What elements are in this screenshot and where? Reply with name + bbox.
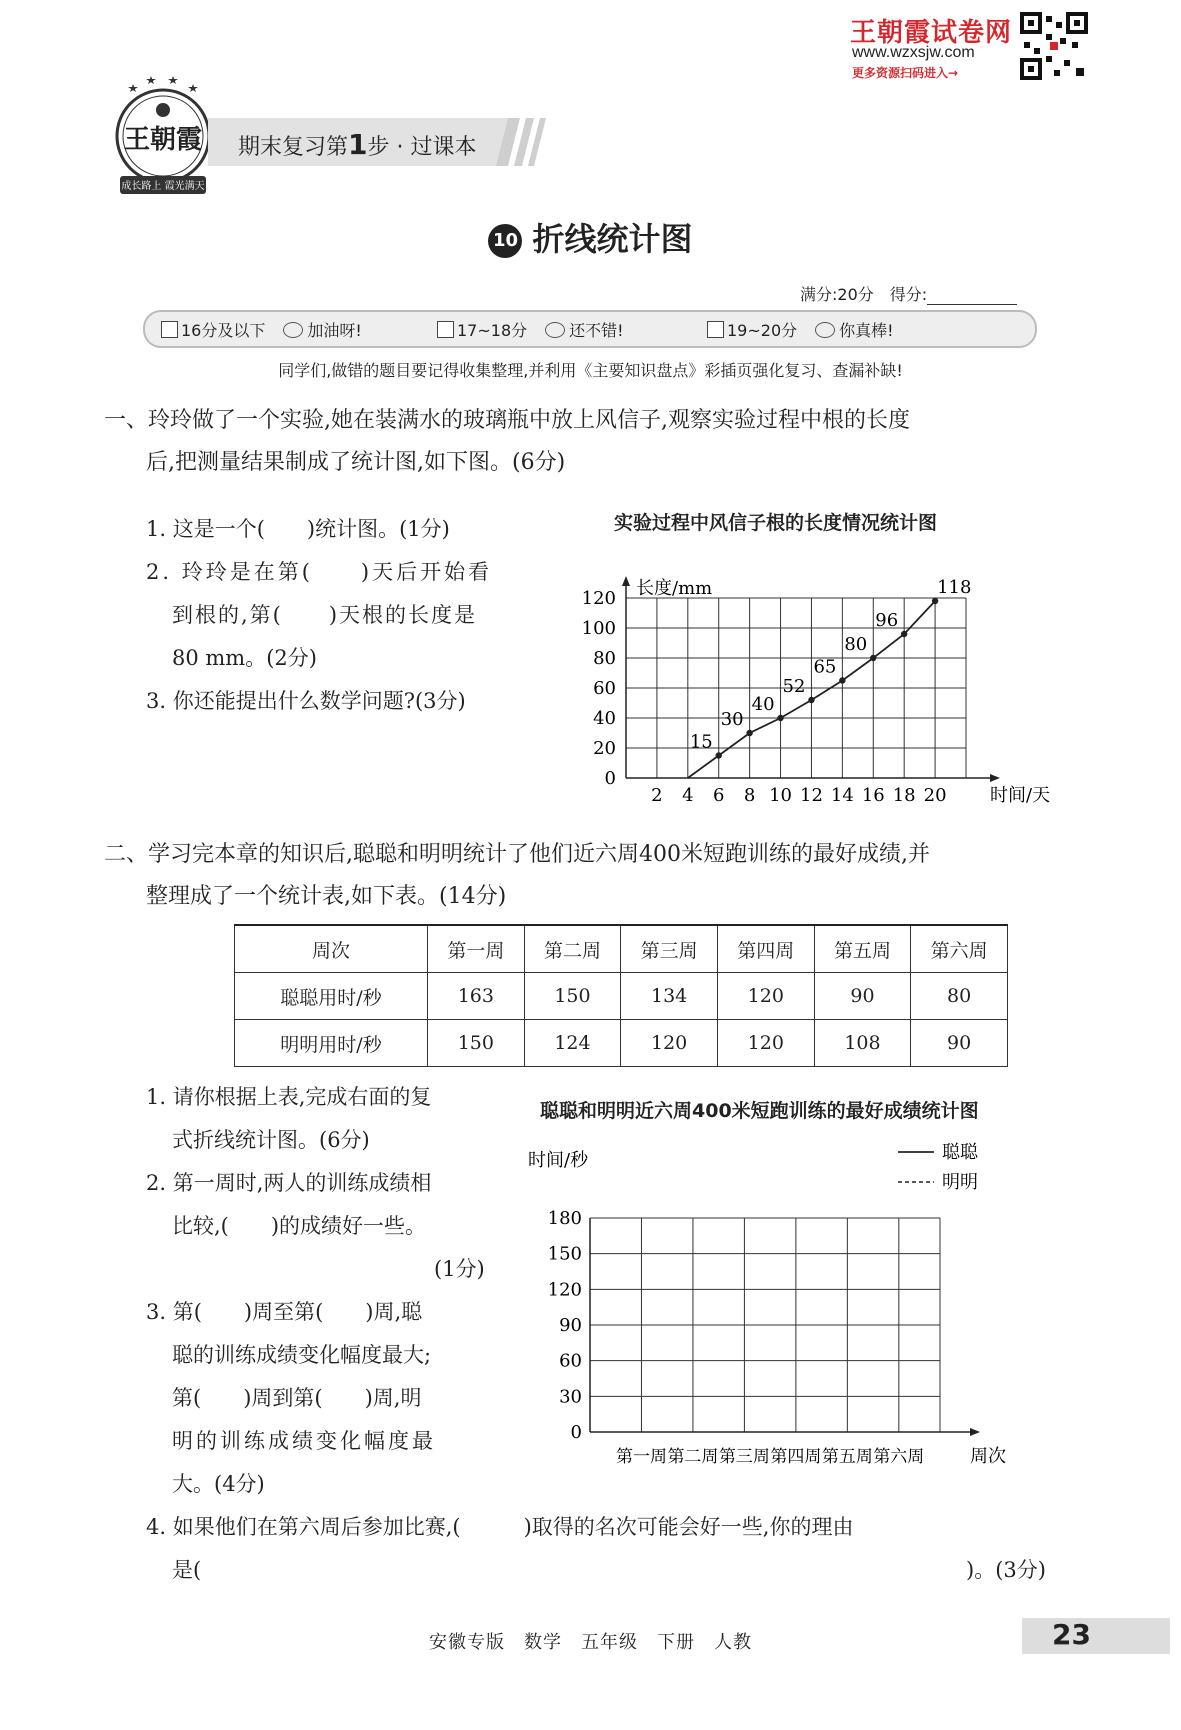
y-tick-label: 60	[593, 678, 616, 699]
data-point	[870, 655, 876, 661]
data-label: 15	[689, 731, 713, 753]
qr-code-icon	[1020, 12, 1088, 80]
table-cell: 90	[911, 1020, 1008, 1067]
score-blank	[927, 290, 1017, 305]
brand-url: www.wzxsjw.com	[852, 44, 975, 61]
y-tick-label: 20	[593, 738, 616, 759]
data-point	[808, 697, 814, 703]
x-tick-label: 4	[682, 785, 694, 806]
smiley-icon	[545, 322, 565, 338]
table-header-cell: 第四周	[717, 925, 814, 973]
table-cell: 明明用时/秒	[235, 1020, 428, 1067]
y-tick-label: 0	[604, 768, 616, 789]
table-header-cell: 第二周	[524, 925, 621, 973]
table-header-row	[235, 925, 1008, 973]
smiley-icon	[815, 322, 835, 338]
q2-sub2-line2: 比较,( )的成绩好一些。	[172, 1214, 427, 1238]
data-point	[716, 752, 722, 758]
q2-stem-line2: 整理成了一个统计表,如下表。(14分)	[146, 884, 507, 909]
q1-sub2-line2: 到根的,第( )天根的长度是	[172, 603, 478, 627]
table-cell: 108	[814, 1020, 911, 1067]
q2-sub4-line2a: 是(	[172, 1558, 202, 1582]
table-cell: 134	[621, 973, 718, 1020]
q2-sub4-line1: 4. 如果他们在第六周后参加比赛,( )取得的名次可能会好一些,你的理由	[146, 1515, 854, 1539]
training-results-table	[234, 924, 1008, 1067]
running-results-line-chart	[528, 1130, 1088, 1476]
q2-sub3-line5: 大。(4分)	[172, 1472, 265, 1496]
table-header-cell: 第三周	[621, 925, 718, 973]
data-label: 30	[720, 709, 744, 730]
x-tick-label: 14	[830, 785, 854, 806]
x-tick-label: 20	[923, 785, 947, 806]
brand-name: 王朝霞试卷网	[850, 18, 1013, 48]
y-axis-label: 时间/秒	[528, 1150, 589, 1171]
data-label: 80	[844, 634, 868, 655]
y-tick-label: 150	[547, 1243, 582, 1265]
brand-more-text: 更多资源扫码进入→	[852, 66, 959, 80]
y-tick-label: 90	[559, 1315, 582, 1336]
checkbox-icon	[437, 321, 454, 338]
x-tick-label: 第一周	[615, 1447, 667, 1467]
y-axis-label: 长度/mm	[636, 578, 713, 599]
score-line: 满分:20分 得分:	[800, 282, 1017, 305]
data-label: 52	[782, 676, 806, 697]
q2-sub3-line4: 明的训练成绩变化幅度最	[172, 1429, 436, 1453]
x-tick-label: 第六周	[873, 1447, 925, 1467]
table-cell: 163	[428, 973, 525, 1020]
q2-sub1-line2: 式折线统计图。(6分)	[172, 1128, 370, 1152]
logo-text: 王朝霞	[123, 125, 203, 155]
grade-legend-bar	[143, 310, 1037, 348]
q2-sub1-line1: 1. 请你根据上表,完成右面的复	[146, 1085, 432, 1109]
x-axis-arrow-icon	[970, 1428, 980, 1436]
chart1-title: 实验过程中风信子根的长度情况统计图	[614, 512, 938, 534]
legend-label: 聪聪	[942, 1142, 978, 1163]
q2-sub4-line2b: )。(3分)	[966, 1558, 1046, 1582]
x-tick-label: 16	[861, 785, 885, 806]
table-cell: 聪聪用时/秒	[235, 973, 428, 1020]
table-cell: 150	[428, 1020, 525, 1067]
q1-stem-line1: 一、玲玲做了一个实验,她在装满水的玻璃瓶中放上风信子,观察实验过程中根的长度	[104, 408, 910, 433]
x-tick-label: 第二周	[667, 1447, 719, 1467]
x-tick-label: 2	[651, 785, 663, 806]
q1-sub2-line3: 80 mm。(2分)	[172, 646, 317, 670]
smiley-icon	[283, 322, 303, 338]
table-cell: 150	[524, 973, 621, 1020]
page-number-box	[1022, 1618, 1170, 1654]
q1-sub2-line1: 2. 玲玲是在第( )天后开始看	[146, 560, 493, 584]
section-number-badge: 10	[488, 224, 522, 258]
checkbox-icon	[707, 321, 724, 338]
q1-sub3: 3. 你还能提出什么数学问题?(3分)	[146, 689, 466, 713]
data-label: 40	[751, 694, 775, 715]
table-header-cell: 第五周	[814, 925, 911, 973]
x-tick-label: 12	[800, 785, 823, 806]
q2-stem-line1: 二、学习完本章的知识后,聪聪和明明统计了他们近六周400米短跑训练的最好成绩,并	[104, 842, 930, 867]
table-cell: 80	[911, 973, 1008, 1020]
data-point	[932, 598, 938, 604]
table-cell: 120	[621, 1020, 718, 1067]
y-axis-arrow-icon	[622, 576, 630, 586]
x-tick-label: 第五周	[821, 1447, 873, 1467]
x-tick-label: 第四周	[770, 1447, 822, 1467]
y-tick-label: 100	[581, 618, 616, 639]
grade-item-low: 16分及以下 加油呀!	[161, 318, 362, 341]
data-point	[777, 715, 783, 721]
y-tick-label: 80	[593, 648, 616, 669]
x-tick-label: 10	[769, 785, 792, 806]
y-tick-label: 180	[547, 1208, 582, 1229]
table-cell: 120	[717, 973, 814, 1020]
y-tick-label: 120	[581, 588, 616, 609]
x-axis-label: 周次	[970, 1446, 1006, 1467]
grade-item-high: 19~20分 你真棒!	[707, 318, 894, 341]
q1-stem-line2: 后,把测量结果制成了统计图,如下图。(6分)	[146, 450, 566, 475]
y-tick-label: 60	[559, 1350, 582, 1372]
page-title: 10 折线统计图	[0, 214, 1181, 260]
data-point	[901, 631, 907, 637]
data-point	[839, 677, 845, 683]
data-label: 118	[937, 577, 972, 598]
wangzhaoxia-logo	[108, 76, 218, 206]
q2-sub3-line1: 3. 第( )周至第( )周,聪	[146, 1300, 423, 1324]
table-row	[235, 973, 1008, 1020]
study-note: 同学们,做错的题目要记得收集整理,并利用《主要知识盘点》彩插页强化复习、查漏补缺!	[278, 361, 903, 380]
q1-sub1: 1. 这是一个( )统计图。(1分)	[146, 517, 450, 541]
table-cell: 124	[524, 1020, 621, 1067]
table-header-cell: 周次	[235, 925, 428, 973]
x-tick-label: 18	[892, 785, 916, 806]
data-label: 96	[875, 610, 899, 631]
root-length-line-chart	[560, 540, 1080, 820]
data-label: 65	[813, 656, 837, 678]
y-tick-label: 30	[559, 1386, 582, 1408]
table-cell: 90	[814, 973, 911, 1020]
table-header-cell: 第一周	[428, 925, 525, 973]
x-tick-label: 8	[743, 785, 756, 806]
footer-edition: 安徽专版 数学 五年级 下册 人教	[429, 1632, 752, 1653]
x-axis-label: 时间/天	[990, 785, 1051, 806]
table-row	[235, 1020, 1008, 1067]
q2-sub3-line3: 第( )周到第( )周,明	[172, 1386, 422, 1410]
y-tick-label: 40	[593, 708, 616, 729]
logo-slogan: 成长路上 霞光满天	[121, 181, 205, 192]
x-tick-label: 第三周	[718, 1447, 770, 1467]
chart2-title: 聪聪和明明近六周400米短跑训练的最好成绩统计图	[540, 1100, 979, 1122]
q2-sub2-line3: (1分)	[434, 1257, 485, 1281]
q2-sub2-line1: 2. 第一周时,两人的训练成绩相	[146, 1171, 432, 1195]
y-tick-label: 120	[547, 1279, 582, 1301]
y-tick-label: 0	[570, 1422, 582, 1443]
x-axis-arrow-icon	[990, 774, 1000, 782]
data-point	[746, 730, 752, 736]
table-cell: 120	[717, 1020, 814, 1067]
x-tick-label: 6	[713, 785, 725, 806]
page-number: 23	[1052, 1618, 1091, 1651]
grade-item-mid: 17~18分 还不错!	[437, 318, 624, 341]
checkbox-icon	[161, 321, 178, 338]
q2-sub3-line2: 聪的训练成绩变化幅度最大;	[172, 1343, 432, 1367]
banner-title: 期末复习第1步 · 过课本	[238, 128, 477, 161]
legend-label: 明明	[942, 1172, 978, 1193]
table-header-cell: 第六周	[911, 925, 1008, 973]
